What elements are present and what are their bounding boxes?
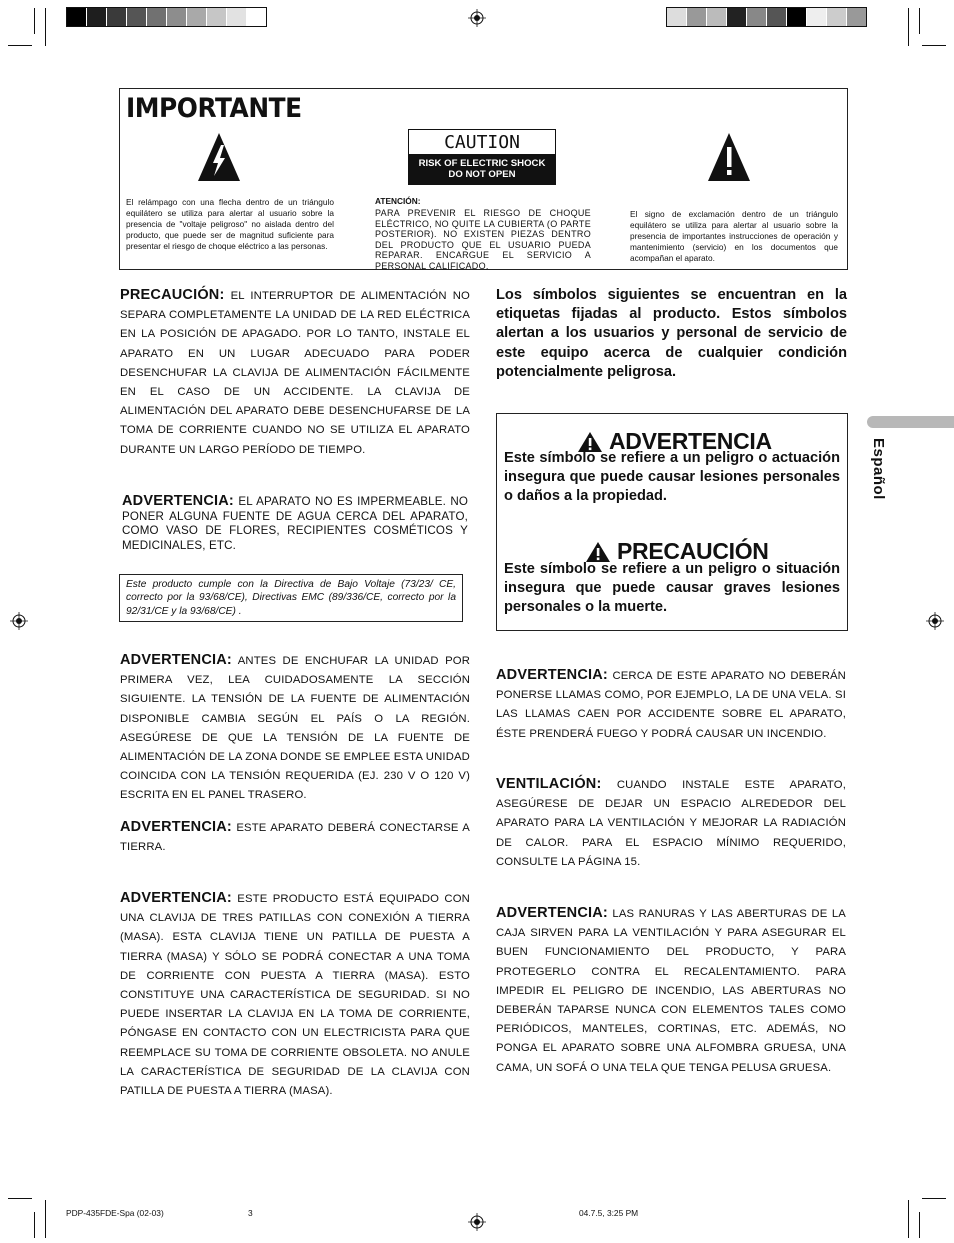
caution-band-line-2: DO NOT OPEN: [448, 169, 516, 180]
caution-word: CAUTION: [444, 132, 520, 153]
directive-box: Este producto cumple con la Directiva de Bajo Voltaje (73/23/ CE, correcto por la 93/68/CE), Directivas EMC (89/336/CE, correcto por la 92/31/CE y la 93/68/CE) .: [119, 574, 463, 622]
paragraph-label: ADVERTENCIA:: [496, 667, 608, 683]
paragraph-text: EL APARATO NO ES IMPERMEABLE. NO PONER ALGUNA FUENTE DE AGUA CERCA DEL APARATO, COMO VASO DE FLORES, RECIPIENTES COSMÉTICOS Y MEDICINALES, ETC.: [122, 495, 469, 552]
registration-mark-icon: [468, 9, 486, 27]
page-title: IMPORTANTE: [126, 93, 302, 124]
crop-mark: [922, 45, 946, 46]
plug-paragraph: [120, 889, 470, 1101]
crop-mark: [34, 1212, 35, 1238]
registration-mark-icon: [10, 612, 28, 630]
symbols-intro: Los símbolos siguientes se encuentran en la etiquetas fijadas al producto. Estos símbolos alertan a los usuarios y personal de servicio de este equipo acerca de cualquier condición potencialmente peligrosa.: [496, 287, 847, 380]
caution-band-line-1: RISK OF ELECTRIC SHOCK: [418, 158, 546, 169]
paragraph-label: ADVERTENCIA:: [120, 652, 232, 668]
language-tab: [867, 416, 954, 428]
exclamation-note: El signo de exclamación dentro de un triángulo equilátero se utiliza para alertar al usuario sobre la presencia de importantes instrucciones de operación y mantenimiento (servicio) en los documentos que acompañan el aparato.: [630, 209, 838, 263]
crop-mark: [908, 8, 909, 46]
color-bar-right: [666, 7, 867, 27]
lightning-warning-icon: [197, 131, 241, 183]
symbols-box: [496, 413, 848, 631]
precaucion-description: Este símbolo se refiere a un peligro o situación insegura que puede causar graves lesiones personales o la muerte.: [504, 561, 840, 616]
crop-mark: [34, 8, 35, 34]
paragraph-label: PRECAUCIÓN:: [120, 287, 225, 303]
crop-mark: [45, 1200, 46, 1238]
paragraph-text: LAS RANURAS Y LAS ABERTURAS DE LA CAJA SIRVEN PARA LA VENTILACIÓN Y PARA ASEGURAR EL BUEN FUNCIONAMIENTO DEL PRODUCTO, Y PARA PROTEGERLO CONTRA EL RECALENTAMIENTO. PARA IMPEDIR EL PELIGRO DE INCENDIO, LAS ABERTURAS NO DEBERÁN TAPARSE NUNCA CON ELEMENTOS TALES COMO PERIÓDICOS, MANTELES, CORTINAS, ETC. ADEMÁS, NO PONGA EL APARATO SOBRE UNA ALFOMBRA GRUESA, UNA CAMA, UN SOFÁ O UNA TELA QUE TENGA PELUSA GRUESA.: [496, 908, 846, 1074]
crop-mark: [908, 1200, 909, 1238]
paragraph-text: ANTES DE ENCHUFAR LA UNIDAD POR PRIMERA VEZ, LEA CUIDADOSAMENTE LA SECCIÓN SIGUIENTE. LA TENSIÓN DE LA FUENTE DE ALIMENTACIÓN DISPONIBLE CAMBIA SEGÚN EL PAÍS O LA REGIÓN. ASEGÚRESE DE QUE LA TENSIÓN DE LA FUENTE DE ALIMENTACIÓN DE LA ZONA DONDE SE EMPLEE ESTA UNIDAD COINCIDA CON LA TENSIÓN REQUERIDA (EJ. 230 V O 120 V) ESCRITA EN EL PANEL TRASERO.: [120, 655, 470, 802]
crop-mark: [8, 1198, 32, 1199]
llamas-paragraph: [496, 666, 846, 744]
lightning-note: El relámpago con una flecha dentro de un triángulo equilátero se utiliza para alertar al usuario sobre la presencia de "voltaje peligroso" no aislada dentro del producto, que puede ser de magnitud suficiente para presentar el riesgo de choque eléctrico a las personas.: [126, 197, 334, 251]
ranuras-paragraph: [496, 904, 846, 1078]
registration-mark-icon: [468, 1213, 486, 1231]
advertencia-heading-text: ADVERTENCIA: [609, 428, 772, 454]
footer-page: 3: [248, 1208, 253, 1218]
crop-mark: [919, 1212, 920, 1238]
atencion-text: PARA PREVENIR EL RIESGO DE CHOQUE ELÉCTRICO, NO QUITE LA CUBIERTA (O PARTE POSTERIOR). NO EXISTEN PIEZAS DENTRO DEL PRODUCTO QUE EL USUARIO PUEDA REPARAR. ENCARGUE EL SERVICIO A PERSONAL CALIFICADO.: [375, 208, 591, 271]
ground-paragraph: [120, 818, 470, 857]
precaucion-heading-text: PRECAUCIÓN: [617, 538, 769, 564]
paragraph-label: ADVERTENCIA:: [122, 493, 234, 509]
impermeable-paragraph: [122, 494, 468, 553]
crop-mark: [8, 45, 32, 46]
paragraph-text: ESTE PRODUCTO ESTÁ EQUIPADO CON UNA CLAVIJA DE TRES PATILLAS CON CONEXIÓN A TIERRA (MASA). ESTA CLAVIJA TIENE UN PATILLA DE PUESTA A TIERRA (MASA) Y SÓLO SE PODRÁ CONECTAR A UNA TOMA DE CORRIENTE CON PUESTA A TIERRA (MASA). ESTO CONSTITUYE UNA CARACTERÍSTICA DE SEGURIDAD. SI NO PUEDE INSERTAR LA CLAVIJA EN LA TOMA DE CORRIENTE, PÓNGASE EN CONTACTO CON UN ELECTRICISTA PARA QUE REEMPLACE SU TOMA DE CORRIENTE OBSOLETA. NO ANULE LA CARACTERÍSTICA DE SEGURIDAD DE LA CLAVIJA CON PATILLA DE PUESTA A TIERRA (MASA).: [120, 893, 470, 1098]
registration-mark-icon: [926, 612, 944, 630]
paragraph-label: ADVERTENCIA:: [120, 819, 232, 835]
crop-mark: [919, 8, 920, 34]
paragraph-text: CERCA DE ESTE APARATO NO DEBERÁN PONERSE LLAMAS COMO, POR EJEMPLO, LA DE UNA VELA. SI LAS LLAMAS CAEN POR ACCIDENTE SOBRE EL APARATO, ÉSTE PRENDERÁ FUEGO Y PODRÁ CAUSAR UN INCENDIO.: [496, 670, 846, 740]
paragraph-label: ADVERTENCIA:: [120, 890, 232, 906]
color-bar-left: [66, 7, 267, 27]
atencion-label: ATENCIÓN:: [375, 196, 421, 206]
paragraph-text: ESTE APARATO DEBERÁ CONECTARSE A TIERRA.: [120, 822, 470, 854]
language-label: Español: [870, 438, 887, 500]
paragraph-label: VENTILACIÓN:: [496, 776, 602, 792]
voltage-paragraph: [120, 651, 470, 806]
paragraph-text: CUANDO INSTALE ESTE APARATO, ASEGÚRESE DE DEJAR UN ESPACIO ALREDEDOR DEL APARATO PARA LA VENTILACIÓN Y MEJORAR LA RADIACIÓN DE CALOR. PARA EL ESPACIO MÍNIMO REQUERIDO, CONSULTE LA PÁGINA 15.: [496, 779, 846, 868]
footer-file: PDP-435FDE-Spa (02-03): [66, 1208, 164, 1218]
advertencia-description: Este símbolo se refiere a un peligro o actuación insegura que puede causar lesiones personales o daños a la propiedad.: [504, 450, 840, 505]
crop-mark: [45, 8, 46, 46]
ventilacion-paragraph: [496, 775, 846, 872]
caution-label: [408, 129, 556, 185]
precaucion-paragraph: [120, 286, 470, 460]
paragraph-label: ADVERTENCIA:: [496, 905, 608, 921]
footer-date: 04.7.5, 3:25 PM: [579, 1208, 639, 1218]
paragraph-text: EL INTERRUPTOR DE ALIMENTACIÓN NO SEPARA COMPLETAMENTE LA UNIDAD DE LA RED ELÉCTRICA EN LA POSICIÓN DE APAGADO. POR LO TANTO, INSTALE EL APARATO EN UN LUGAR ADECUADO PARA PODER DESENCHUFAR LA CLAVIJA DE ALIMENTACIÓN FÁCILMENTE EN EL CASO DE UN ACCIDENTE. LA CLAVIJA DE ALIMENTACIÓN DEL APARATO DEBE DESENCHUFARSE DE LA TOMA DE CORRIENTE CUANDO NO SE UTILIZA EL APARATO DURANTE UN LARGO PERÍODO DE TIEMPO.: [120, 290, 470, 456]
crop-mark: [922, 1198, 946, 1199]
importante-box: [119, 88, 848, 270]
exclamation-warning-icon: [707, 131, 751, 183]
caution-band: [409, 154, 555, 184]
